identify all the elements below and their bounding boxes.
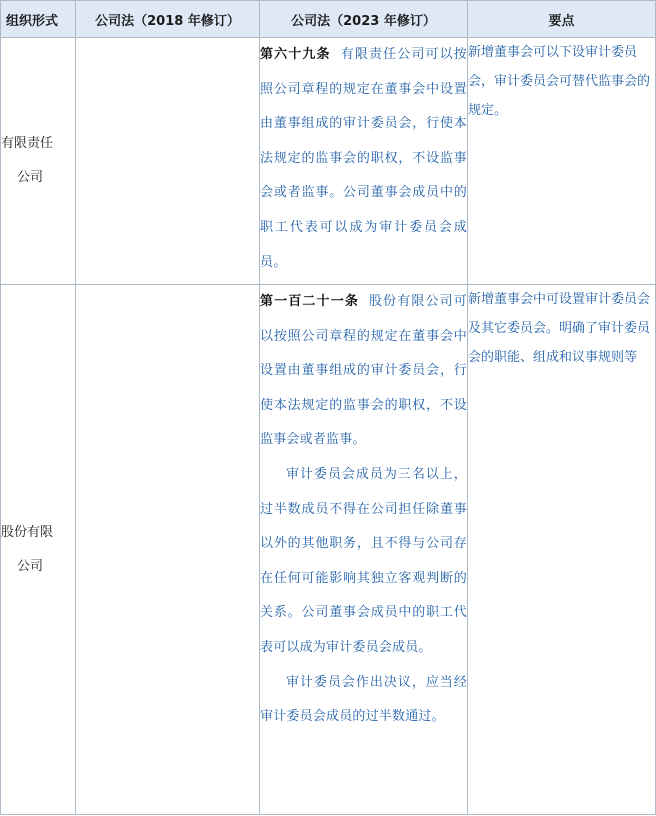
header-law-2018: 公司法（2018 年修订）: [76, 1, 260, 38]
key-points-cell: 新增董事会中可设置审计委员会及其它委员会。明确了审计委员会的职能、组成和议事规则等: [468, 285, 656, 815]
article-paragraph: 有限责任公司可以按照公司章程的规定在董事会中设置由董事组成的审计委员会，行使本法规定的监事会的职权，不设监事会或者监事。公司董事会成员中的职工代表可以成为审计委员会成员。: [260, 47, 467, 270]
article-paragraph: 股份有限公司可以按照公司章程的规定在董事会中设置由董事组成的审计委员会，行使本法规定的监事会的职权，不设监事会或者监事。: [260, 294, 467, 448]
org-form-line2: 公司: [17, 558, 44, 574]
header-org-form: 组织形式: [1, 1, 76, 38]
article-paragraph: 审计委员会成员为三名以上，过半数成员不得在公司担任除董事以外的其他职务，且不得与公司存在任何可能影响其独立客观判断的关系。公司董事会成员中的职工代表可以成为审计委员会成员。: [260, 466, 467, 655]
key-points-cell: 新增董事会可以下设审计委员会，审计委员会可替代监事会的规定。: [468, 38, 656, 285]
org-form-line1: 股份有限: [1, 524, 54, 540]
table-row-joint-stock: [1, 285, 656, 815]
law-2023-cell: [260, 285, 468, 815]
org-form-cell: [1, 285, 76, 815]
article-paragraph: 审计委员会作出决议，应当经审计委员会成员的过半数通过。: [260, 674, 467, 725]
law-2018-cell: [76, 38, 260, 285]
table-header-row: [1, 1, 656, 38]
org-form-line2: 公司: [17, 170, 44, 185]
org-form-cell: [1, 38, 76, 285]
law-2018-cell: [76, 285, 260, 815]
org-form-line1: 有限责任: [1, 136, 54, 151]
law-2023-cell: [260, 38, 468, 285]
header-law-2023: 公司法（2023 年修订）: [260, 1, 468, 38]
article-number: 第六十九条: [260, 47, 331, 62]
header-key-points: 要点: [468, 1, 656, 38]
article-number: 第一百二十一条: [260, 294, 359, 309]
table-row-llc: [1, 38, 656, 285]
